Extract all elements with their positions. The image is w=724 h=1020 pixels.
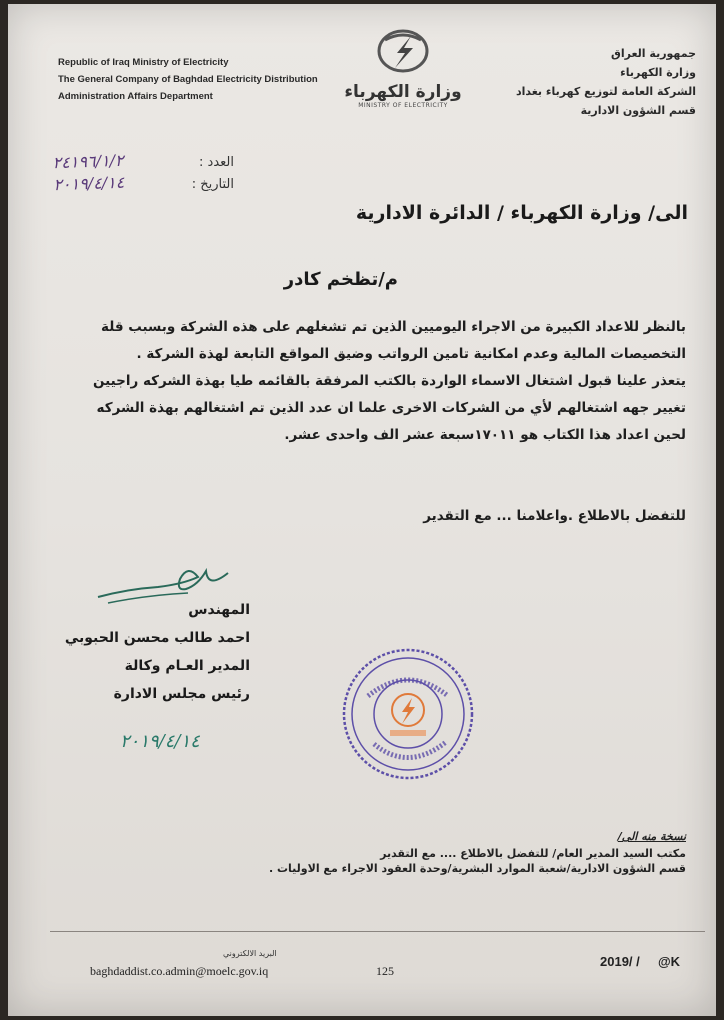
reference-values bbox=[52, 150, 124, 196]
header-english bbox=[58, 54, 318, 105]
signatory-name: احمد طالب محسن الحبوبي bbox=[64, 630, 250, 646]
page-number: 125 bbox=[376, 964, 394, 978]
footer-divider bbox=[50, 931, 705, 932]
lightning-logo-icon bbox=[373, 26, 433, 76]
body-line1: بالنظر للاعداد الكبيرة من الاجراء اليوميين الذين تم تشغلهم على هذه الشركة وبسبب قلة bbox=[101, 319, 686, 335]
reference-labels bbox=[192, 152, 234, 196]
footer-year: 2019/ / bbox=[600, 954, 640, 969]
subject: م/تظخم كادر bbox=[283, 269, 398, 290]
body-line3: يتعذر علينا قبول اشتغال الاسماء الواردة بالكتب المرفقة بالقائمه طيا بهذة الشركه راجيين bbox=[92, 373, 686, 389]
ref-date-value: ٢٠١٩/٤/١٤ bbox=[53, 172, 125, 195]
closing-line: للتفضل بالاطلاع .واعلامنا ... مع التقدير bbox=[423, 508, 686, 524]
body-line2: التخصيصات المالية وعدم امكانية تامين الرواتب وضيق المواقع التابعة لهذة الشركة . bbox=[136, 346, 686, 362]
letter-body bbox=[36, 314, 686, 449]
letter-page bbox=[8, 4, 716, 1016]
body-line5: لحين اعداد هذا الكتاب هو ١٧٠١١سبعة عشر الف واحدى عشر. bbox=[284, 427, 686, 443]
header-ar-line4: قسم الشؤون الادارية bbox=[580, 104, 696, 117]
ref-date-label: التاريخ : bbox=[191, 177, 234, 192]
ref-number-value: ٢٤١٩٦/١/٢ bbox=[52, 150, 124, 173]
copies-line1: مكتب السيد المدير العام/ للتفضل بالاطلاع .... مع التقدير bbox=[380, 847, 686, 860]
signature-block bbox=[65, 596, 250, 708]
signatory-role: رئيس مجلس الادارة bbox=[113, 686, 250, 702]
header-en-line3: Administration Affairs Department bbox=[58, 91, 213, 102]
copies-line2: قسم الشؤون الادارية/شعبة الموارد البشرية/وحدة العقود الاجراء مع الاوليات . bbox=[268, 862, 686, 875]
signatory-title: المهندس bbox=[188, 602, 250, 618]
ministry-logo bbox=[338, 26, 468, 116]
email-label: البريد الالكتروني bbox=[223, 949, 277, 958]
addressee: الى/ وزارة الكهرباء / الدائرة الادارية bbox=[355, 202, 688, 224]
header-ar-line2: وزارة الكهرباء bbox=[620, 66, 696, 79]
header-en-line2: The General Company of Baghdad Electricity Distribution bbox=[58, 74, 318, 85]
header-ar-line3: الشركة العامة لتوزيع كهرباء بغداد bbox=[515, 85, 696, 98]
header-arabic bbox=[516, 44, 696, 120]
copies-caption: نسخة منه الى/ bbox=[617, 830, 686, 843]
ref-number-label: العدد : bbox=[199, 155, 234, 170]
signature-date: ٢٠١٩/٤/١٤ bbox=[120, 731, 200, 752]
signatory-position: المدير العـام وكالة bbox=[124, 658, 250, 674]
logo-arabic-text: وزارة الكهرباء bbox=[344, 82, 462, 102]
logo-english-text: MINISTRY OF ELECTRICITY bbox=[358, 102, 448, 109]
copies-section bbox=[269, 829, 686, 876]
company-seal-icon bbox=[338, 644, 478, 784]
body-line4: تغيير جهه اشتغالهم لأي من الشركات الاخرى علما ان عدد الذين تم اشتغالهم بهذة الشركه bbox=[96, 400, 686, 416]
footer-code: @K bbox=[658, 954, 681, 969]
email-address: baghdaddist.co.admin@moelc.gov.iq bbox=[90, 964, 269, 978]
header-en-line1: Republic of Iraq Ministry of Electricity bbox=[58, 57, 229, 68]
header-ar-line1: جمهورية العراق bbox=[611, 47, 696, 60]
